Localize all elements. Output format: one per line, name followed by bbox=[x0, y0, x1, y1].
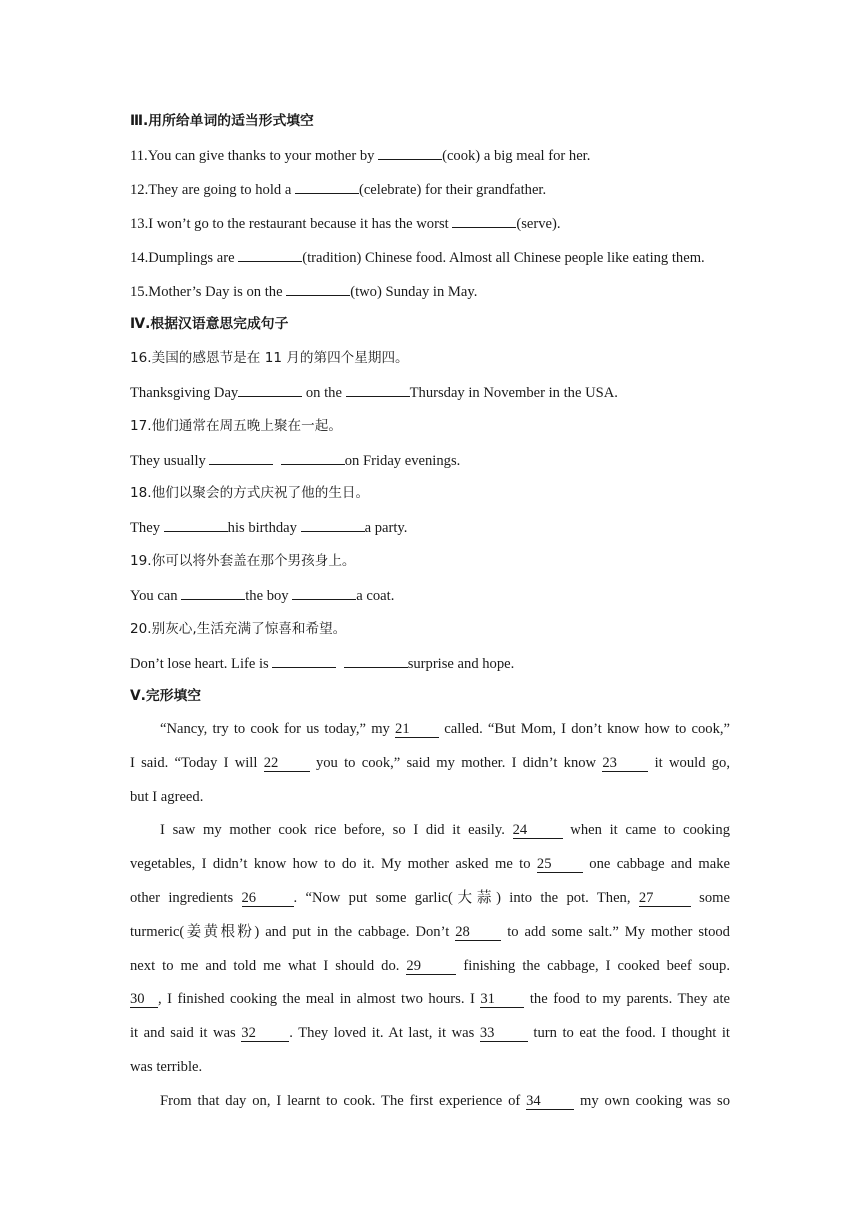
blank-27[interactable]: 27 bbox=[639, 890, 691, 907]
q16-text-a: Thanksgiving Day bbox=[130, 385, 239, 401]
blank-21[interactable]: 21 bbox=[395, 721, 439, 738]
p1-text: called. “But Mom, I don’t know how to cook,” bbox=[439, 721, 730, 737]
p1-row-3: but I agreed. bbox=[130, 788, 204, 805]
q12-text-post: (celebrate) for their grandfather. bbox=[358, 182, 547, 198]
question-14 bbox=[130, 247, 730, 268]
p2-text: other ingredients bbox=[130, 889, 242, 906]
p1-row-1 bbox=[130, 713, 730, 747]
p3-text: my own cooking was so bbox=[574, 1093, 730, 1109]
q17-chinese: 17.他们通常在周五晚上聚在一起。 bbox=[130, 418, 342, 434]
q16-text-b: on the bbox=[302, 385, 346, 401]
blank-28[interactable]: 28 bbox=[455, 924, 501, 941]
section-3-heading: Ⅲ.用所给单词的适当形式填空 bbox=[130, 113, 314, 129]
question-15 bbox=[130, 281, 730, 302]
q19-blank-1[interactable] bbox=[181, 585, 245, 600]
q16-english bbox=[130, 382, 730, 403]
q20-english bbox=[130, 653, 730, 674]
p2-text: finishing the cabbage, I cooked beef soup. bbox=[456, 957, 730, 974]
q18-chinese: 18.他们以聚会的方式庆祝了他的生日。 bbox=[130, 485, 370, 501]
question-13 bbox=[130, 213, 730, 234]
p1-text: “Nancy, try to cook for us today,” my bbox=[160, 721, 396, 737]
p2-row-6 bbox=[130, 983, 730, 1017]
q19-blank-2[interactable] bbox=[292, 585, 356, 600]
p2-text: it and said it was bbox=[130, 1025, 242, 1042]
section-5-heading: Ⅴ.完形填空 bbox=[130, 688, 202, 704]
blank-22[interactable]: 22 bbox=[264, 755, 310, 772]
blank-31[interactable]: 31 bbox=[480, 991, 524, 1008]
q14-blank[interactable] bbox=[238, 247, 302, 262]
p2-row-8: was terrible. bbox=[130, 1059, 203, 1076]
q16-text-c: Thursday in November in the USA. bbox=[409, 385, 618, 401]
p2-text: the food to my parents. They ate bbox=[524, 991, 731, 1008]
p2-text: vegetables, I didn’t know how to do it. My mother asked me to bbox=[130, 855, 537, 872]
q13-text-pre: 13.I won’t go to the restaurant because it has the worst bbox=[130, 216, 453, 232]
q13-text-post: (serve). bbox=[516, 216, 561, 232]
q16-blank-2[interactable] bbox=[346, 382, 410, 397]
q12-blank[interactable] bbox=[295, 179, 359, 194]
blank-34[interactable]: 34 bbox=[526, 1093, 574, 1110]
p2-row-7 bbox=[130, 1017, 730, 1051]
p2-row-5 bbox=[130, 950, 730, 984]
blank-32[interactable]: 32 bbox=[241, 1025, 289, 1042]
p2-text: . “Now put some garlic(大蒜) into the pot. Then, bbox=[293, 889, 639, 906]
p2-text: turmeric(姜黄根粉) and put in the cabbage. Don’t bbox=[130, 923, 456, 940]
q14-text-pre: 14.Dumplings are bbox=[130, 250, 239, 266]
p2-row-4 bbox=[130, 916, 730, 950]
q13-blank[interactable] bbox=[452, 213, 516, 228]
p2-text: next to me and told me what I should do. bbox=[130, 957, 407, 974]
q18-text-b: his birthday bbox=[227, 520, 301, 536]
cloze-paragraph-2 bbox=[130, 814, 730, 1085]
section-4-heading: Ⅳ.根据汉语意思完成句子 bbox=[130, 316, 289, 332]
p3-text: From that day on, I learnt to cook. The first experience of bbox=[160, 1093, 527, 1109]
q17-text-a: They usually bbox=[130, 453, 210, 469]
q12-text-pre: 12.They are going to hold a bbox=[130, 182, 295, 198]
q18-text-c: a party. bbox=[364, 520, 408, 536]
p1-row-2 bbox=[130, 747, 730, 781]
q15-text-post: (two) Sunday in May. bbox=[350, 284, 478, 300]
cloze-paragraph-3 bbox=[130, 1085, 730, 1119]
q14-text-post: (tradition) Chinese food. Almost all Chinese people like eating them. bbox=[302, 250, 705, 266]
q19-text-b: the boy bbox=[245, 588, 293, 604]
p2-row-3 bbox=[130, 882, 730, 916]
q20-text-a: Don’t lose heart. Life is bbox=[130, 656, 273, 672]
q18-blank-2[interactable] bbox=[301, 517, 365, 532]
q17-english bbox=[130, 450, 730, 471]
p1-text: you to cook,” said my mother. I didn’t know bbox=[309, 754, 603, 771]
q17-text-c: on Friday evenings. bbox=[344, 453, 461, 469]
p1-text: it would go, bbox=[648, 754, 731, 771]
blank-26[interactable]: 26 bbox=[242, 890, 294, 907]
blank-29[interactable]: 29 bbox=[406, 958, 456, 975]
p2-text: , I finished cooking the meal in almost two hours. I bbox=[158, 991, 481, 1008]
q19-text-c: a coat. bbox=[356, 588, 395, 604]
q18-english bbox=[130, 517, 730, 538]
q16-chinese: 16.美国的感恩节是在 11 月的第四个星期四。 bbox=[130, 350, 409, 366]
q15-blank[interactable] bbox=[286, 281, 350, 296]
p2-text: when it came to cooking bbox=[562, 822, 730, 838]
q20-blank-1[interactable] bbox=[272, 653, 336, 668]
q18-blank-1[interactable] bbox=[164, 517, 228, 532]
q20-blank-2[interactable] bbox=[344, 653, 408, 668]
q11-blank[interactable] bbox=[378, 145, 442, 160]
q19-english bbox=[130, 585, 730, 606]
question-11 bbox=[130, 145, 730, 166]
p2-text: to add some salt.” My mother stood bbox=[501, 923, 730, 940]
q18-text-a: They bbox=[130, 520, 164, 536]
blank-24[interactable]: 24 bbox=[513, 822, 563, 839]
p2-text: one cabbage and make bbox=[582, 855, 730, 872]
q19-chinese: 19.你可以将外套盖在那个男孩身上。 bbox=[130, 553, 356, 569]
p3-row-1 bbox=[130, 1085, 730, 1119]
p2-text: turn to eat the food. I thought it bbox=[527, 1025, 730, 1042]
question-12 bbox=[130, 179, 730, 200]
q20-chinese: 20.别灰心,生活充满了惊喜和希望。 bbox=[130, 621, 347, 637]
p2-text: I saw my mother cook rice before, so I did it easily. bbox=[160, 822, 513, 838]
blank-25[interactable]: 25 bbox=[537, 856, 583, 873]
q19-text-a: You can bbox=[130, 588, 182, 604]
cloze-paragraph-1 bbox=[130, 713, 730, 815]
q16-blank-1[interactable] bbox=[238, 382, 302, 397]
q15-text-pre: 15.Mother’s Day is on the bbox=[130, 284, 287, 300]
blank-33[interactable]: 33 bbox=[480, 1025, 528, 1042]
q17-blank-2[interactable] bbox=[281, 450, 345, 465]
blank-30[interactable]: 30 bbox=[130, 991, 158, 1008]
p2-text: some bbox=[690, 889, 730, 906]
p2-row-2 bbox=[130, 848, 730, 882]
p2-text: . They loved it. At last, it was bbox=[289, 1025, 480, 1042]
q17-blank-1[interactable] bbox=[209, 450, 273, 465]
p1-text: I said. “Today I will bbox=[130, 754, 264, 771]
q11-text-pre: 11.You can give thanks to your mother by bbox=[130, 148, 379, 164]
q20-text-c: surprise and hope. bbox=[407, 656, 515, 672]
p2-row-1 bbox=[130, 814, 730, 848]
q11-text-post: (cook) a big meal for her. bbox=[442, 148, 591, 164]
blank-23[interactable]: 23 bbox=[602, 755, 648, 772]
